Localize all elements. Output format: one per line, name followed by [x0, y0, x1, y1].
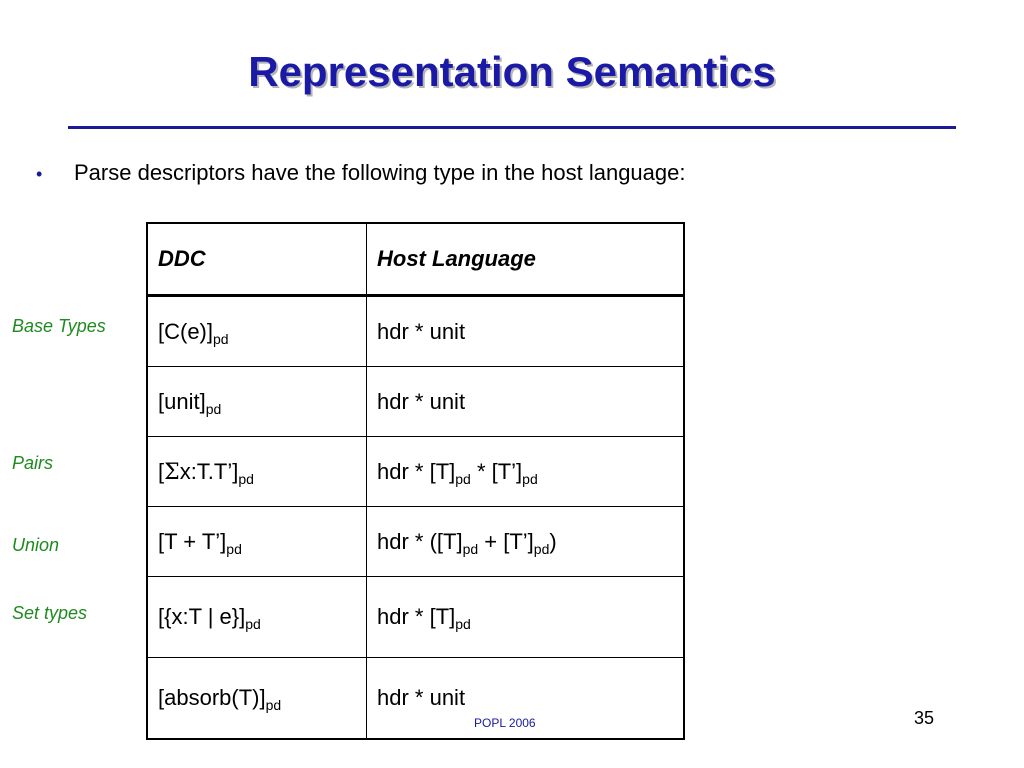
side-label-set-types: Set types: [12, 603, 88, 623]
host-cell: hdr * unit: [367, 658, 685, 740]
side-label-union: Union: [12, 535, 60, 555]
ddc-cell: $[T + T’]_{pd}$: [147, 507, 367, 577]
page-number: 35: [914, 708, 935, 728]
ddc-cell: $[\Sigma x:T.T’]_{pd}$: [147, 437, 367, 507]
table-row: [147, 367, 684, 437]
ddc-cell: $[C(e)]_{pd}$: [147, 296, 367, 367]
bullet-item: [36, 160, 686, 186]
table-row: [147, 437, 684, 507]
footer-text: POPL 2006: [474, 716, 536, 730]
header-host-language: Host Language: [367, 223, 685, 296]
table-row: [147, 296, 684, 367]
ddc-cell: $[unit]_{pd}$: [147, 367, 367, 437]
ddc-cell: [{x:T | $e\}]_{pd}$: [147, 577, 367, 658]
bullet-icon: •: [36, 164, 43, 184]
side-label-pairs: Pairs: [12, 453, 54, 473]
title-underline: [68, 126, 956, 129]
host-cell: hdr * $[T]_{pd}$ * $[T’]_{pd}$: [367, 437, 685, 507]
table-row: [147, 658, 684, 740]
table-row: [147, 577, 684, 658]
ddc-cell: $[absorb(T)]_{pd}$: [147, 658, 367, 740]
semantics-table: [146, 222, 685, 740]
host-cell: hdr * unit: [367, 296, 685, 367]
table-header-row: [147, 223, 684, 296]
host-cell: hdr * $[T]_{pd}$: [367, 577, 685, 658]
host-cell: hdr * unit: [367, 367, 685, 437]
sigma-symbol: Σ: [164, 459, 180, 485]
table-row: [147, 507, 684, 577]
side-label-base-types: Base Types: [12, 316, 106, 336]
bullet-text: Parse descriptors have the following type in the host language:: [74, 160, 686, 185]
header-ddc: DDC: [147, 223, 367, 296]
host-cell: hdr * ($[T]_{pd}$ + $[T’]_{pd}$): [367, 507, 685, 577]
slide-title: Representation Semantics: [248, 48, 776, 95]
